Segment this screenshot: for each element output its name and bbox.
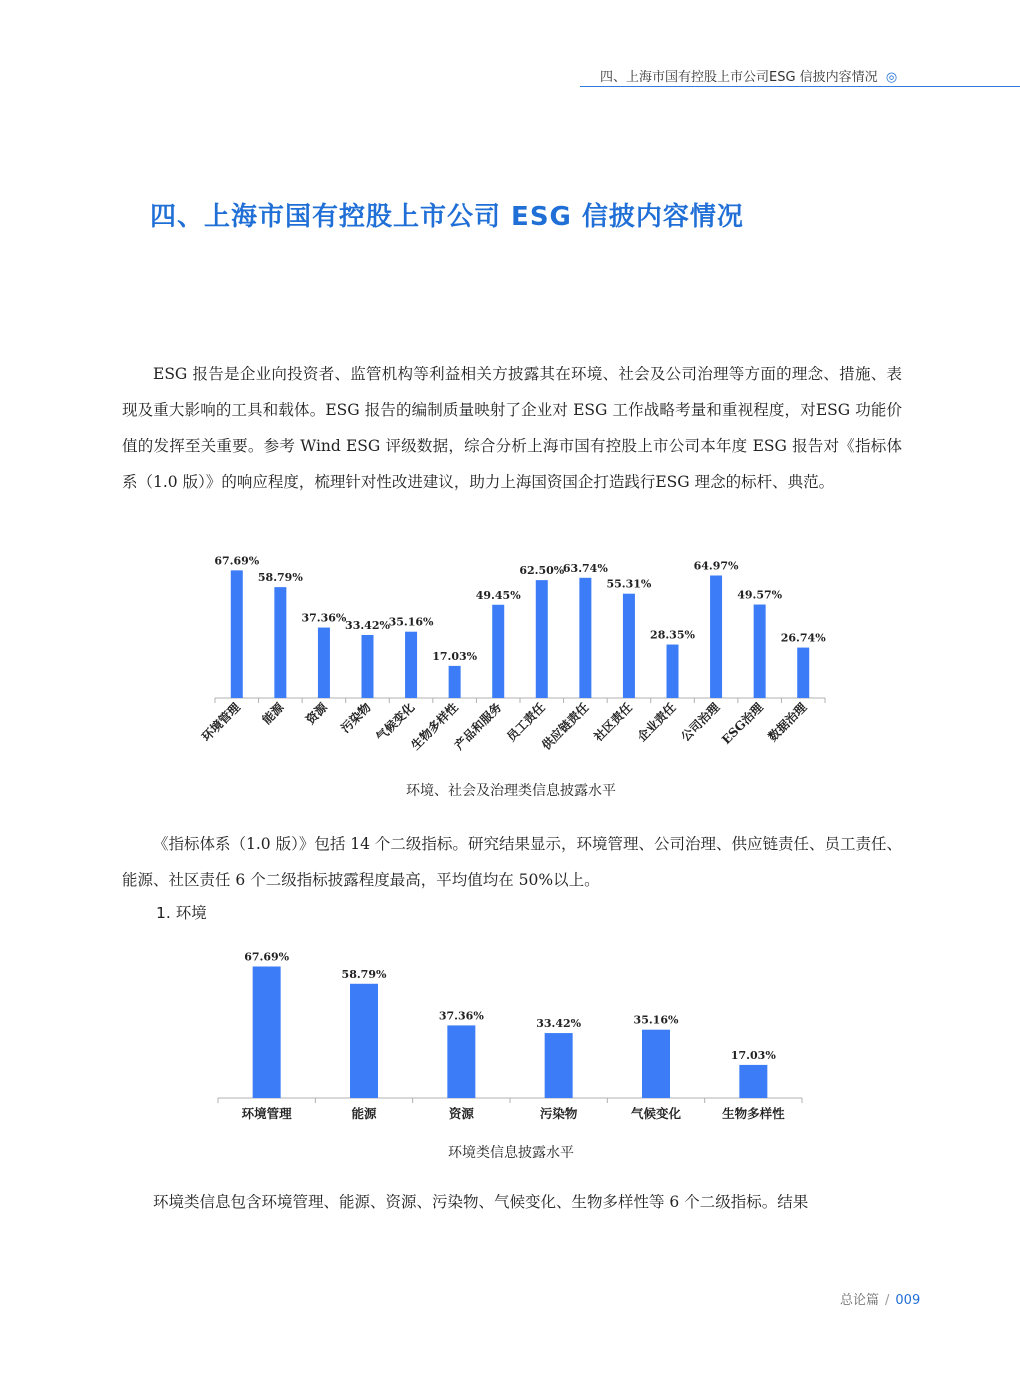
category-label: 环境管理 — [241, 1106, 292, 1121]
bar — [667, 645, 679, 698]
category-label: 污染物 — [539, 1106, 578, 1121]
bar — [253, 966, 281, 1098]
bar — [710, 575, 722, 698]
data-label: 17.03% — [432, 649, 478, 663]
chart-environment-disclosure — [200, 945, 820, 1125]
data-label: 35.16% — [388, 615, 434, 629]
bar — [492, 605, 504, 698]
category-label: 资源 — [303, 700, 331, 728]
bar — [623, 594, 635, 698]
data-label: 28.35% — [650, 628, 695, 642]
summary-paragraph — [122, 826, 902, 898]
category-label: 产品和服务 — [451, 700, 505, 753]
page-number: 009 — [895, 1293, 921, 1308]
bar — [754, 605, 766, 698]
data-label: 55.31% — [606, 577, 652, 591]
running-header — [580, 66, 1020, 85]
data-label: 62.50% — [519, 564, 565, 578]
intro-text: ESG 报告是企业向投资者、监管机构等利益相关方披露其在环境、社会及公司治理等方面的理念、措施、表现及重大影响的工具和载体。ESG 报告的编制质量映射了企业对 ESG 工作战略考量和重视程度，对ESG 功能价值的发挥至关重要。参考 Wind ESG 评级数据，综合分析上海市国有控股上市公司本年度 ESG 报告对《指标体系（1.0 版）》的响应程度，梳理针对性改进建议，助力上海国资国企打造践行ESG 理念的标杆、典范。 — [122, 365, 902, 491]
bar — [350, 984, 378, 1098]
category-label: 资源 — [448, 1106, 474, 1121]
data-label: 67.69% — [244, 950, 290, 964]
category-label: 员工责任 — [504, 700, 548, 745]
running-header-symbol: ◎ — [885, 70, 898, 85]
data-label: 17.03% — [730, 1048, 776, 1062]
category-label: 企业责任 — [634, 700, 679, 745]
page-footer — [840, 1289, 920, 1308]
category-label: 气候变化 — [373, 700, 418, 745]
bar — [362, 635, 374, 698]
category-label: 供应链责任 — [539, 700, 592, 753]
data-label: 63.74% — [562, 561, 608, 575]
chart2-caption: 环境类信息披露水平 — [448, 1145, 574, 1161]
category-label: 能源 — [351, 1106, 377, 1121]
summary-text: 《指标体系（1.0 版）》包括 14 个二级指标。研究结果显示，环境管理、公司治理、供应链责任、员工责任、能源、社区责任 6 个二级指标披露程度最高，平均值均在 50%以上。 — [122, 835, 902, 889]
category-label: 生物多样性 — [722, 1106, 785, 1121]
category-label: 生物多样性 — [408, 700, 461, 753]
bar — [739, 1065, 767, 1098]
category-label: 公司治理 — [678, 700, 723, 745]
environment-paragraph — [122, 1184, 902, 1220]
bar — [536, 580, 548, 698]
data-label: 35.16% — [633, 1013, 679, 1027]
data-label: 49.45% — [475, 588, 521, 602]
data-label: 33.42% — [345, 618, 390, 632]
data-label: 67.69% — [214, 554, 260, 568]
footer-slash: / — [885, 1293, 890, 1308]
category-label: ESG治理 — [719, 700, 766, 747]
bar — [405, 632, 417, 698]
bar — [449, 666, 461, 698]
subheading-environment: 1. 环境 — [156, 904, 207, 922]
category-label: 气候变化 — [630, 1106, 682, 1121]
data-label: 37.36% — [438, 1009, 484, 1023]
bar — [231, 570, 243, 698]
bar — [545, 1033, 573, 1098]
intro-paragraph — [122, 356, 902, 500]
header-rule — [580, 86, 1020, 87]
data-label: 26.74% — [780, 631, 826, 645]
bar — [274, 587, 286, 698]
data-label: 33.42% — [536, 1017, 582, 1031]
running-header-title: 四、上海市国有控股上市公司ESG 信披内容情况 — [600, 70, 878, 85]
data-label: 49.57% — [737, 588, 783, 602]
bar — [797, 648, 809, 698]
bar — [318, 628, 330, 698]
data-label: 64.97% — [693, 559, 739, 573]
category-label: 污染物 — [338, 700, 374, 736]
data-label: 58.79% — [341, 967, 387, 981]
bar — [642, 1030, 670, 1098]
footer-section: 总论篇 — [840, 1293, 880, 1308]
environment-text: 环境类信息包含环境管理、能源、资源、污染物、气候变化、生物多样性等 6 个二级指标。结果 — [153, 1193, 809, 1211]
section-title: 四、上海市国有控股上市公司 ESG 信披内容情况 — [150, 202, 744, 232]
category-label: 社区责任 — [591, 700, 636, 745]
category-label: 数据治理 — [765, 700, 810, 745]
data-label: 58.79% — [257, 571, 303, 585]
category-label: 环境管理 — [199, 700, 243, 745]
chart-esg-disclosure — [180, 550, 840, 765]
chart1-caption: 环境、社会及治理类信息披露水平 — [406, 783, 616, 799]
bar — [579, 578, 591, 698]
bar — [447, 1025, 475, 1098]
category-label: 能源 — [259, 700, 287, 728]
data-label: 37.36% — [301, 611, 347, 625]
